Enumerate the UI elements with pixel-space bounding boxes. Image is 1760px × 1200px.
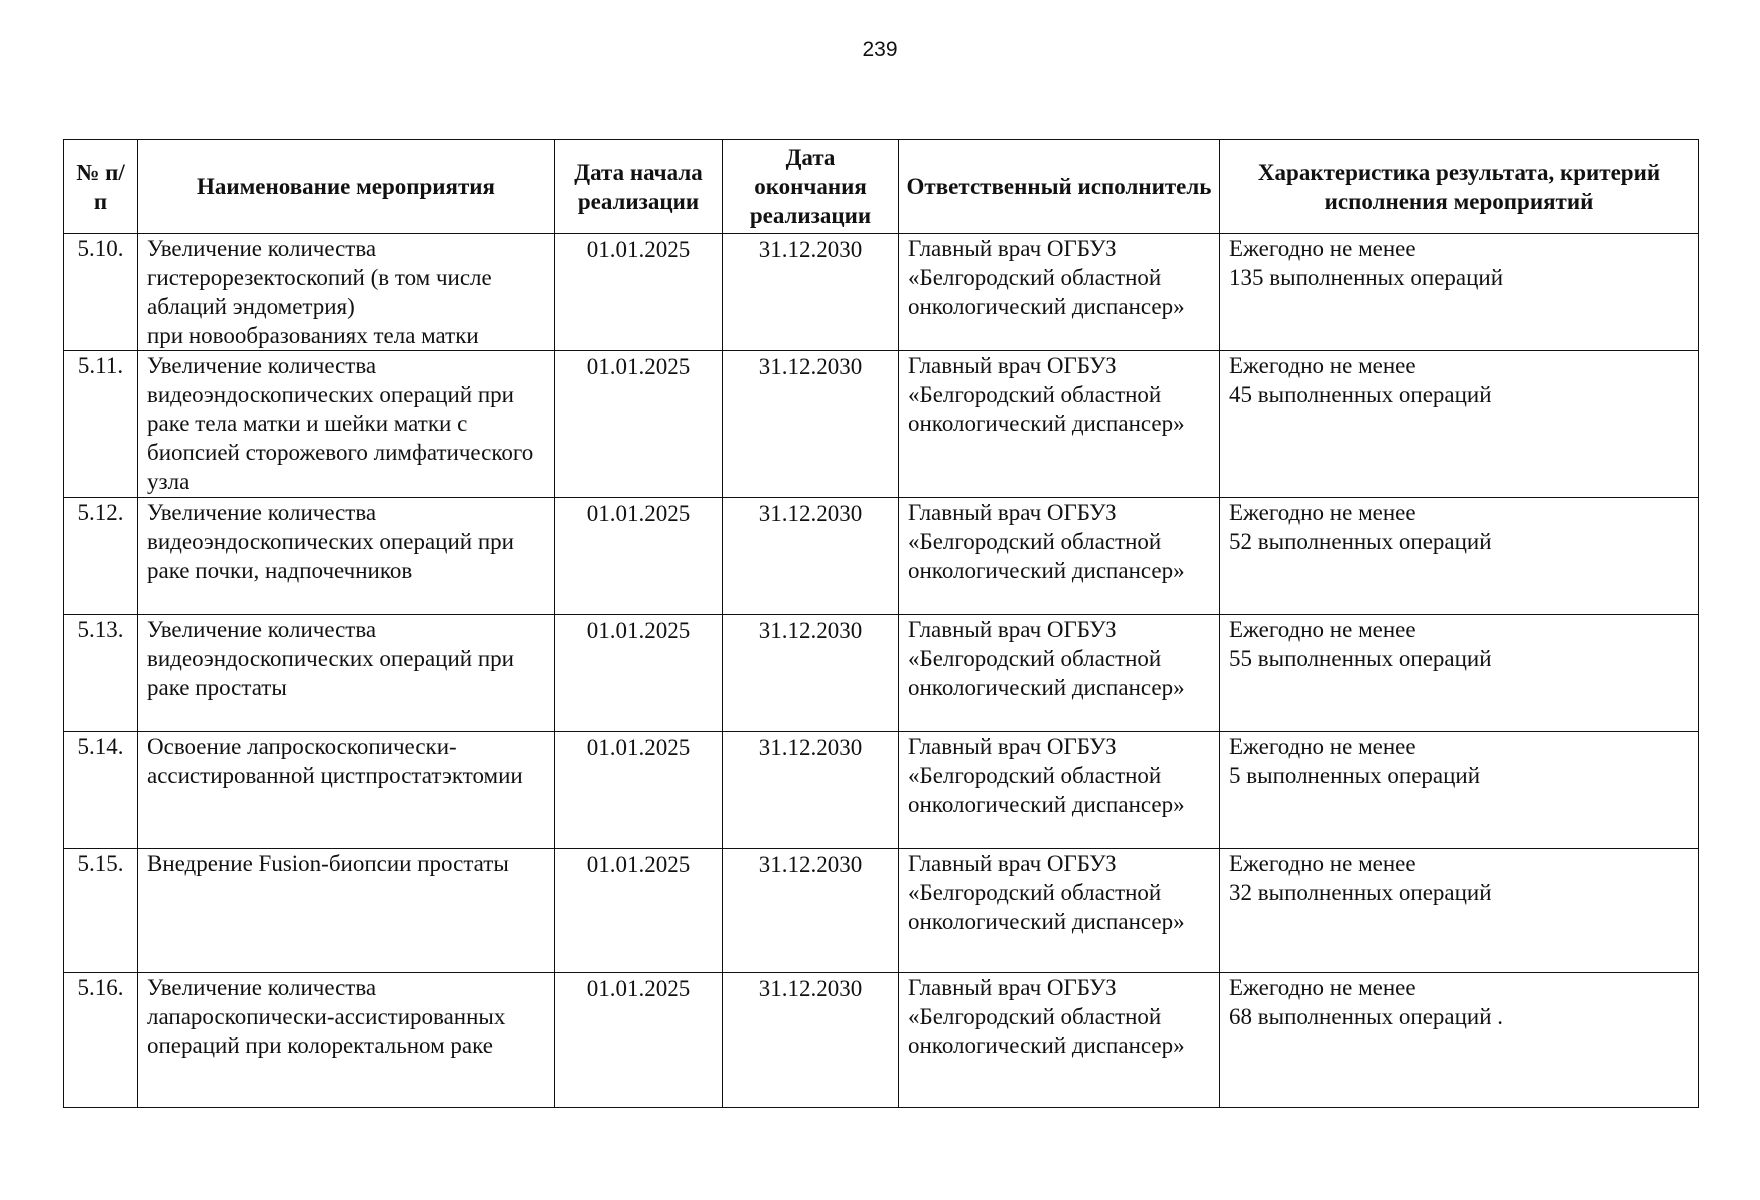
header-end-date: Дата окончания реализации <box>723 140 899 234</box>
row-end-date: 31.12.2030 <box>723 973 899 1108</box>
table-row <box>64 849 1699 973</box>
row-start-date: 01.01.2025 <box>555 973 723 1108</box>
row-num: 5.13. <box>64 615 138 732</box>
header-name: Наименование мероприятия <box>138 140 555 234</box>
row-responsible: Главный врач ОГБУЗ «Белгородский областной онкологический диспансер» <box>899 234 1220 351</box>
table-row <box>64 732 1699 849</box>
row-start-date: 01.01.2025 <box>555 732 723 849</box>
header-result: Характеристика результата, критерий исполнения мероприятий <box>1220 140 1699 234</box>
row-activity-name: Увеличение количества лапароскопически-ассистированных операций при колоректальном раке <box>138 973 555 1108</box>
row-num: 5.10. <box>64 234 138 351</box>
table-header-row <box>64 140 1699 234</box>
header-start-date: Дата начала реализации <box>555 140 723 234</box>
row-result: Ежегодно не менее 5 выполненных операций <box>1220 732 1699 849</box>
row-end-date: 31.12.2030 <box>723 351 899 498</box>
row-num: 5.11. <box>64 351 138 498</box>
page-number: 239 <box>862 38 898 61</box>
row-start-date: 01.01.2025 <box>555 351 723 498</box>
header-responsible: Ответственный исполнитель <box>899 140 1220 234</box>
row-responsible: Главный врач ОГБУЗ «Белгородский областной онкологический диспансер» <box>899 732 1220 849</box>
row-responsible: Главный врач ОГБУЗ «Белгородский областной онкологический диспансер» <box>899 615 1220 732</box>
row-end-date: 31.12.2030 <box>723 498 899 615</box>
row-start-date: 01.01.2025 <box>555 234 723 351</box>
row-result: Ежегодно не менее 52 выполненных операций <box>1220 498 1699 615</box>
row-responsible: Главный врач ОГБУЗ «Белгородский областной онкологический диспансер» <box>899 498 1220 615</box>
row-responsible: Главный врач ОГБУЗ «Белгородский областной онкологический диспансер» <box>899 973 1220 1108</box>
row-end-date: 31.12.2030 <box>723 849 899 973</box>
row-result: Ежегодно не менее 32 выполненных операций <box>1220 849 1699 973</box>
row-activity-name: Увеличение количества гистерорезектоскопий (в том числе аблаций эндометрия) при новообразованиях тела матки <box>138 234 555 351</box>
row-activity-name: Увеличение количества видеоэндоскопических операций при раке почки, надпочечников <box>138 498 555 615</box>
row-activity-name: Освоение лапроскоскопически-ассистированной цистпростатэктомии <box>138 732 555 849</box>
row-activity-name: Увеличение количества видеоэндоскопических операций при раке простаты <box>138 615 555 732</box>
row-activity-name: Внедрение Fusion-биопсии простаты <box>138 849 555 973</box>
row-end-date: 31.12.2030 <box>723 732 899 849</box>
row-result: Ежегодно не менее 45 выполненных операций <box>1220 351 1699 498</box>
row-result: Ежегодно не менее 68 выполненных операций . <box>1220 973 1699 1108</box>
table-row <box>64 973 1699 1108</box>
row-result: Ежегодно не менее 55 выполненных операций <box>1220 615 1699 732</box>
row-end-date: 31.12.2030 <box>723 234 899 351</box>
table-row <box>64 351 1699 498</box>
table-row <box>64 234 1699 351</box>
row-start-date: 01.01.2025 <box>555 498 723 615</box>
activities-table <box>63 139 1699 1108</box>
row-num: 5.12. <box>64 498 138 615</box>
row-activity-name: Увеличение количества видеоэндоскопических операций при раке тела матки и шейки матки с биопсией сторожевого лимфатического узла <box>138 351 555 498</box>
header-num: № п/п <box>64 140 138 234</box>
row-result: Ежегодно не менее 135 выполненных операций <box>1220 234 1699 351</box>
row-start-date: 01.01.2025 <box>555 615 723 732</box>
row-responsible: Главный врач ОГБУЗ «Белгородский областной онкологический диспансер» <box>899 351 1220 498</box>
row-end-date: 31.12.2030 <box>723 615 899 732</box>
row-num: 5.14. <box>64 732 138 849</box>
table-row <box>64 498 1699 615</box>
row-start-date: 01.01.2025 <box>555 849 723 973</box>
row-num: 5.16. <box>64 973 138 1108</box>
row-responsible: Главный врач ОГБУЗ «Белгородский областной онкологический диспансер» <box>899 849 1220 973</box>
table-row <box>64 615 1699 732</box>
row-num: 5.15. <box>64 849 138 973</box>
